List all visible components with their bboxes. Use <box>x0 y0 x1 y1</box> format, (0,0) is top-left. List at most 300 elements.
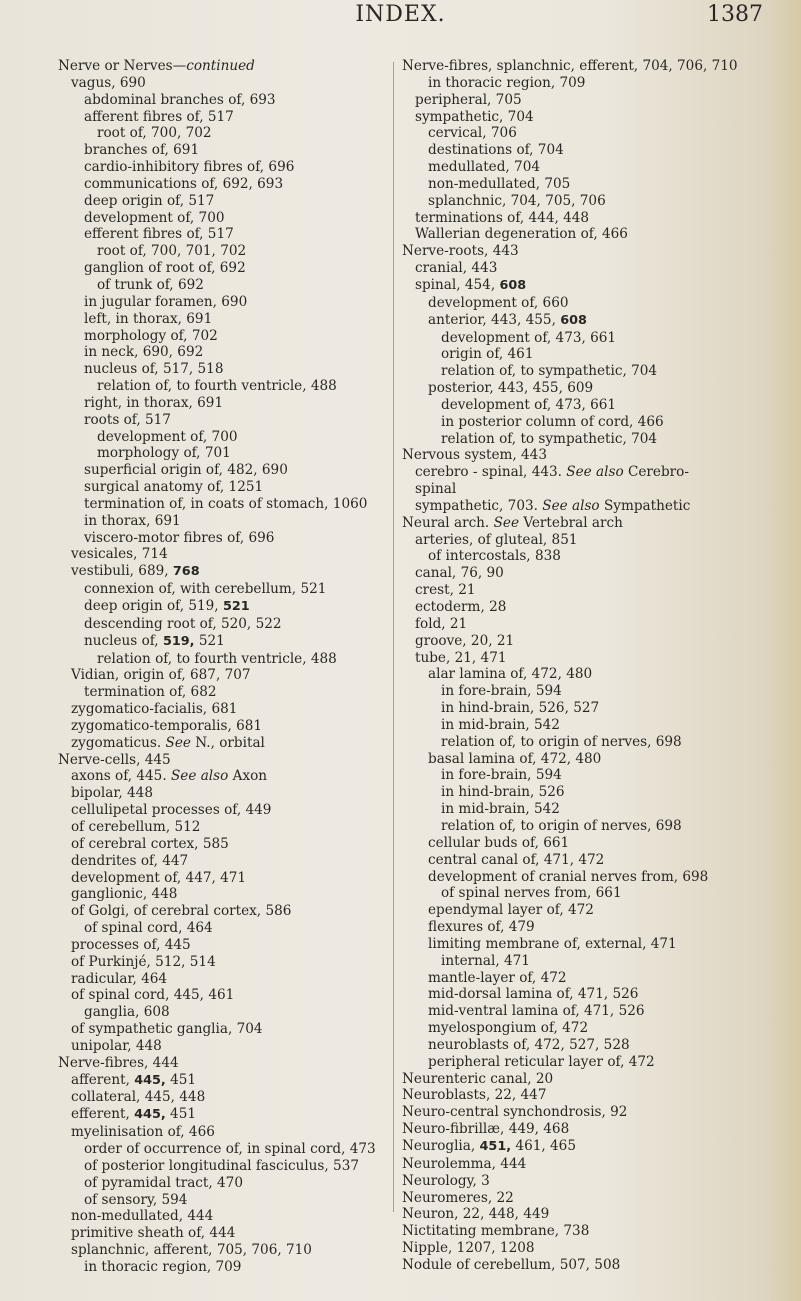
entry-text: Neuroglia, <box>402 1138 480 1154</box>
index-entry <box>402 431 797 448</box>
entry-text: 521 <box>194 632 225 649</box>
index-entry <box>402 142 797 159</box>
index-entry <box>402 818 797 835</box>
entry-text: vesicales, 714 <box>71 546 168 563</box>
index-entry <box>402 1037 797 1054</box>
entry-text: viscero-motor fibres of, 696 <box>84 529 275 546</box>
entry-text: development of cranial nerves from, 698 <box>428 868 709 885</box>
index-entry <box>402 58 797 75</box>
cross-reference-text: See also <box>170 768 229 785</box>
index-entry <box>58 768 403 785</box>
bold-page-ref: 608 <box>560 312 587 328</box>
entry-text: of cerebral cortex, 585 <box>71 835 229 852</box>
index-entry <box>402 548 797 565</box>
entry-text: 461, 465 <box>511 1138 576 1154</box>
index-entry <box>58 971 403 988</box>
cross-reference-text: See also <box>542 497 600 514</box>
index-entry <box>402 1020 797 1037</box>
index-entry <box>58 853 403 870</box>
entry-text: cellulipetal processes of, 449 <box>71 802 272 819</box>
entry-text: 451 <box>165 1071 197 1088</box>
index-entry <box>58 616 403 633</box>
index-entry <box>58 1225 403 1242</box>
entry-text: relation of, to fourth ventricle, 488 <box>97 650 337 667</box>
index-entry <box>58 836 403 853</box>
index-entry <box>402 835 797 852</box>
index-entry <box>58 378 403 395</box>
entry-text: development of, 660 <box>428 294 569 311</box>
entry-text: descending root of, 520, 522 <box>84 615 282 632</box>
index-entry <box>402 1003 797 1020</box>
index-entry <box>58 294 403 311</box>
entry-text: ganglionic, 448 <box>71 886 178 903</box>
entry-text: in mid-brain, 542 <box>441 716 560 733</box>
entry-text: ganglia, 608 <box>84 1004 170 1021</box>
index-entry <box>58 513 403 530</box>
index-entry <box>402 515 797 532</box>
index-entry <box>402 936 797 953</box>
entry-text: Wallerian degeneration of, 466 <box>415 226 628 243</box>
index-entry <box>58 819 403 836</box>
index-entry <box>402 582 797 599</box>
entry-text: in thoracic region, 709 <box>84 1258 242 1275</box>
entry-text: root of, 700, 701, 702 <box>97 243 247 260</box>
index-entry <box>58 311 403 328</box>
entry-text: sympathetic, 703. <box>415 497 543 514</box>
entry-text: splanchnic, afferent, 705, 706, 710 <box>71 1242 312 1259</box>
entry-text: deep origin of, 517 <box>84 192 215 209</box>
entry-text: processes of, 445 <box>71 936 191 953</box>
index-entry <box>58 546 403 563</box>
entry-text: ependymal layer of, 472 <box>428 902 594 919</box>
index-entry <box>402 953 797 970</box>
index-column-left <box>58 58 403 1276</box>
index-entry <box>402 751 797 768</box>
entry-text: unipolar, 448 <box>71 1037 162 1054</box>
index-entry <box>58 1259 403 1276</box>
index-entry <box>402 380 797 397</box>
entry-text: medullated, 704 <box>428 159 540 176</box>
index-entry <box>58 109 403 126</box>
entry-text: relation of, to sympathetic, 704 <box>441 430 658 447</box>
index-entry <box>402 312 797 330</box>
entry-text: in neck, 690, 692 <box>84 344 204 361</box>
entry-text: Vidian, origin of, 687, 707 <box>71 667 251 684</box>
index-entry <box>58 1141 403 1158</box>
entry-text: Neuron, 22, 448, 449 <box>402 1206 550 1223</box>
index-entry <box>402 784 797 801</box>
index-entry <box>58 667 403 684</box>
entry-text: roots of, 517 <box>84 411 171 428</box>
index-entry <box>58 243 403 260</box>
index-entry <box>58 1124 403 1141</box>
bold-page-ref: 445, <box>134 1107 166 1123</box>
entry-text: primitive sheath of, 444 <box>71 1225 236 1242</box>
index-entry <box>58 802 403 819</box>
entry-text: ganglion of root of, 692 <box>84 260 246 277</box>
index-entry <box>402 599 797 616</box>
index-entry <box>58 1072 403 1090</box>
entry-text: fold, 21 <box>415 615 468 632</box>
index-entry <box>402 902 797 919</box>
entry-text: non-medullated, 444 <box>71 1208 214 1225</box>
entry-text: morphology of, 701 <box>97 445 231 462</box>
index-entry <box>58 530 403 547</box>
index-entry <box>58 125 403 142</box>
entry-text: myelinisation of, 466 <box>71 1124 215 1141</box>
entry-text: Neuro-central synchondrosis, 92 <box>402 1104 628 1121</box>
index-entry <box>402 1087 797 1104</box>
index-entry <box>402 176 797 193</box>
entry-text: Neural arch. <box>402 514 494 531</box>
index-entry <box>58 58 403 75</box>
entry-text: posterior, 443, 455, 609 <box>428 380 594 397</box>
entry-text: of spinal nerves from, 661 <box>441 885 622 902</box>
entry-text: of sympathetic ganglia, 704 <box>71 1021 263 1038</box>
index-entry <box>58 445 403 462</box>
index-entry <box>402 210 797 227</box>
entry-text: of spinal cord, 464 <box>84 920 213 937</box>
index-entry <box>58 1038 403 1055</box>
entry-text: development of, 700 <box>84 209 225 226</box>
entry-text: flexures of, 479 <box>428 919 535 936</box>
entry-text: relation of, to origin of nerves, 698 <box>441 817 682 834</box>
index-entry <box>58 1242 403 1259</box>
index-entry <box>58 1192 403 1209</box>
index-entry <box>402 717 797 734</box>
index-entry <box>402 532 797 549</box>
index-entry <box>402 226 797 243</box>
entry-text: in thorax, 691 <box>84 512 181 529</box>
entry-text: communications of, 692, 693 <box>84 175 284 192</box>
index-entry <box>402 919 797 936</box>
index-entry <box>58 1021 403 1038</box>
index-entry <box>402 1240 797 1257</box>
entry-text: in mid-brain, 542 <box>441 801 560 818</box>
entry-text: zygomatico-facialis, 681 <box>71 701 238 718</box>
entry-text: Nipple, 1207, 1208 <box>402 1240 535 1257</box>
index-entry <box>58 260 403 277</box>
entry-text: N., orbital <box>190 734 265 751</box>
index-entry <box>58 1089 403 1106</box>
index-entry <box>402 1173 797 1190</box>
entry-text: of Purkinjé, 512, 514 <box>71 953 216 970</box>
entry-text: branches of, 691 <box>84 142 200 159</box>
entry-text: Nictitating membrane, 738 <box>402 1223 590 1240</box>
entry-text: nucleus of, 517, 518 <box>84 361 224 378</box>
entry-text: central canal of, 471, 472 <box>428 851 605 868</box>
index-entry <box>402 1257 797 1274</box>
bold-page-ref: 519, <box>162 633 195 649</box>
entry-text: ectoderm, 28 <box>415 599 507 615</box>
index-entry <box>58 1106 403 1124</box>
index-entry <box>58 1175 403 1192</box>
entry-text: in fore-brain, 594 <box>441 683 562 700</box>
index-entry <box>402 481 797 498</box>
index-entry <box>58 954 403 971</box>
entry-text: efferent, <box>71 1106 135 1123</box>
cross-reference-text: continued <box>186 58 255 74</box>
index-entry <box>402 734 797 751</box>
bold-page-ref: 445, <box>134 1072 166 1088</box>
entry-text: Cerebro- <box>623 464 689 481</box>
index-entry <box>58 1004 403 1021</box>
cross-reference-text: See <box>165 734 191 751</box>
entry-text: arteries, of gluteal, 851 <box>415 531 578 548</box>
entry-text: neuroblasts of, 472, 527, 528 <box>428 1036 630 1053</box>
entry-text: sympathetic, 704 <box>415 108 534 125</box>
entry-text: Neurenteric canal, 20 <box>402 1070 554 1087</box>
entry-text: tube, 21, 471 <box>415 649 507 666</box>
index-entry <box>402 243 797 260</box>
index-entry <box>402 1206 797 1223</box>
bold-page-ref: 451, <box>479 1139 512 1154</box>
index-entry <box>402 397 797 414</box>
entry-text: internal, 471 <box>441 952 530 969</box>
index-entry <box>402 633 797 650</box>
index-entry <box>58 395 403 412</box>
index-entry <box>402 1156 797 1173</box>
entry-text: Nervous system, 443 <box>402 447 547 464</box>
index-entry <box>58 142 403 159</box>
index-entry <box>402 1223 797 1240</box>
index-entry <box>402 1121 797 1138</box>
entry-text: Neuro-fibrillæ, 449, 468 <box>402 1121 570 1138</box>
entry-text: of posterior longitudinal fasciculus, 537 <box>84 1157 359 1174</box>
index-entry <box>402 986 797 1003</box>
entry-text: alar lamina of, 472, 480 <box>428 666 593 683</box>
index-entry <box>58 1055 403 1072</box>
entry-text: of intercostals, 838 <box>428 548 561 565</box>
entry-text: Vertebral arch <box>519 514 623 531</box>
index-entry <box>402 666 797 683</box>
index-entry <box>58 176 403 193</box>
index-entry <box>58 159 403 176</box>
index-entry <box>58 735 403 752</box>
entry-text: of pyramidal tract, 470 <box>84 1174 243 1191</box>
entry-text: basal lamina of, 472, 480 <box>428 750 602 767</box>
entry-text: Neurology, 3 <box>402 1172 490 1189</box>
index-entry <box>58 1208 403 1225</box>
index-entry <box>402 447 797 464</box>
entry-text: anterior, 443, 455, <box>428 311 561 328</box>
entry-text: mantle-layer of, 472 <box>428 969 567 986</box>
entry-text: order of occurrence of, in spinal cord, 473 <box>84 1141 376 1157</box>
index-entry <box>402 330 797 347</box>
entry-text: Nerve-cells, 445 <box>58 751 171 768</box>
entry-text: deep origin of, 519, <box>84 598 223 614</box>
bold-page-ref: 521 <box>222 599 250 614</box>
entry-text: cellular buds of, 661 <box>428 834 570 851</box>
index-entry <box>58 903 403 920</box>
entry-text: afferent fibres of, 517 <box>84 108 234 125</box>
index-entry <box>58 684 403 701</box>
entry-text: of sensory, 594 <box>84 1191 188 1208</box>
index-entry <box>402 193 797 210</box>
column-divider <box>393 62 394 1212</box>
entry-text: myelospongium of, 472 <box>428 1020 589 1037</box>
entry-text: radicular, 464 <box>71 970 168 987</box>
entry-text: efferent fibres of, 517 <box>84 226 234 243</box>
bold-page-ref: 608 <box>499 277 527 293</box>
entry-text: mid-ventral lamina of, 471, 526 <box>428 1003 645 1020</box>
index-entry <box>58 651 403 668</box>
index-entry <box>58 718 403 735</box>
entry-text: mid-dorsal lamina of, 471, 526 <box>428 986 639 1003</box>
index-entry <box>402 109 797 126</box>
entry-text: cervical, 706 <box>428 125 517 142</box>
entry-text: cranial, 443 <box>415 260 498 277</box>
entry-text: relation of, to origin of nerves, 698 <box>441 733 682 750</box>
entry-text: Neurolemma, 444 <box>402 1155 527 1172</box>
index-entry <box>402 565 797 582</box>
entry-text: origin of, 461 <box>441 346 534 363</box>
index-entry <box>58 496 403 513</box>
index-entry <box>402 650 797 667</box>
index-entry <box>58 886 403 903</box>
entry-text: development of, 473, 661 <box>441 329 617 346</box>
cross-reference-text: See <box>493 514 519 531</box>
entry-text: of trunk of, 692 <box>97 276 204 293</box>
entry-text: Sympathetic <box>599 497 691 514</box>
entry-text: development of, 447, 471 <box>71 869 247 886</box>
entry-text: in posterior column of cord, 466 <box>441 413 664 430</box>
entry-text: spinal <box>415 481 457 498</box>
index-entry <box>58 752 403 769</box>
cross-reference-text: See also <box>566 464 624 481</box>
index-entry <box>58 344 403 361</box>
index-entry <box>402 970 797 987</box>
entry-text: peripheral, 705 <box>415 91 522 108</box>
index-entry <box>402 346 797 363</box>
entry-text: root of, 700, 702 <box>97 125 212 142</box>
index-entry <box>58 581 403 598</box>
entry-text: in fore-brain, 594 <box>441 767 562 784</box>
index-entry <box>402 616 797 633</box>
entry-text: destinations of, 704 <box>428 142 564 159</box>
index-entry <box>402 295 797 312</box>
entry-text: development of, 700 <box>97 428 238 445</box>
index-entry <box>58 75 403 92</box>
index-entry <box>58 563 403 581</box>
page-title: INDEX. <box>355 2 446 27</box>
entry-text: cardio-inhibitory fibres of, 696 <box>84 159 295 176</box>
entry-text: Nerve-fibres, 444 <box>58 1054 179 1071</box>
index-entry <box>58 92 403 109</box>
index-entry <box>402 1071 797 1088</box>
bold-page-ref: 768 <box>172 564 200 580</box>
entry-text: Neuroblasts, 22, 447 <box>402 1087 547 1104</box>
entry-text: terminations of, 444, 448 <box>415 209 590 226</box>
index-entry <box>402 1138 797 1156</box>
index-entry <box>58 277 403 294</box>
index-entry <box>58 328 403 345</box>
index-entry <box>58 412 403 429</box>
entry-text: dendrites of, 447 <box>71 852 189 869</box>
entry-text: canal, 76, 90 <box>415 565 504 582</box>
index-entry <box>402 885 797 902</box>
index-entry <box>402 767 797 784</box>
entry-text: connexion of, with cerebellum, 521 <box>84 581 327 598</box>
entry-text: left, in thorax, 691 <box>84 310 213 327</box>
entry-text: Nerve or Nerves— <box>58 58 187 74</box>
index-entry <box>58 937 403 954</box>
index-entry <box>58 479 403 496</box>
entry-text: in thoracic region, 709 <box>428 74 586 91</box>
entry-text: axons of, 445. <box>71 768 171 785</box>
entry-text: zygomatico-temporalis, 681 <box>71 717 263 734</box>
index-entry <box>58 920 403 937</box>
entry-text: in hind-brain, 526 <box>441 784 565 801</box>
entry-text: peripheral reticular layer of, 472 <box>428 1053 655 1070</box>
index-entry <box>58 785 403 802</box>
entry-text: Neuromeres, 22 <box>402 1189 514 1206</box>
index-entry <box>402 852 797 869</box>
entry-text: bipolar, 448 <box>71 785 153 802</box>
index-entry <box>402 363 797 380</box>
entry-text: collateral, 445, 448 <box>71 1089 206 1106</box>
index-entry <box>58 598 403 616</box>
entry-text: Nodule of cerebellum, 507, 508 <box>402 1256 621 1273</box>
entry-text: nucleus of, <box>84 632 163 649</box>
page-header <box>0 2 801 30</box>
index-entry <box>402 464 797 481</box>
entry-text: Nerve-fibres, splanchnic, efferent, 704, 706, 710 <box>402 58 738 74</box>
index-entry <box>402 125 797 142</box>
entry-text: 451 <box>165 1106 197 1123</box>
entry-text: cerebro - spinal, 443. <box>415 464 567 481</box>
entry-text: crest, 21 <box>415 582 476 599</box>
entry-text: spinal, 454, <box>415 276 500 293</box>
entry-text: vestibuli, 689, <box>71 563 173 580</box>
entry-text: Nerve-roots, 443 <box>402 243 519 260</box>
entry-text: relation of, to fourth ventricle, 488 <box>97 378 337 395</box>
index-entry <box>58 701 403 718</box>
entry-text: in jugular foramen, 690 <box>84 293 248 310</box>
entry-text: groove, 20, 21 <box>415 632 515 649</box>
index-entry <box>402 75 797 92</box>
entry-text: limiting membrane of, external, 471 <box>428 935 677 952</box>
index-entry <box>402 1190 797 1207</box>
index-entry <box>402 92 797 109</box>
index-entry <box>402 1054 797 1071</box>
entry-text: abdominal branches of, 693 <box>84 91 276 108</box>
entry-text: morphology of, 702 <box>84 327 218 344</box>
entry-text: relation of, to sympathetic, 704 <box>441 363 658 380</box>
entry-text: termination of, in coats of stomach, 1060 <box>84 495 368 512</box>
index-entry <box>402 869 797 886</box>
index-entry <box>58 193 403 210</box>
index-entry <box>58 870 403 887</box>
index-entry <box>402 700 797 717</box>
entry-text: right, in thorax, 691 <box>84 394 224 411</box>
index-entry <box>58 210 403 227</box>
index-entry <box>402 414 797 431</box>
entry-text: vagus, 690 <box>71 74 146 91</box>
index-entry <box>402 1104 797 1121</box>
entry-text: of Golgi, of cerebral cortex, 586 <box>71 903 292 920</box>
index-entry <box>402 498 797 515</box>
index-entry <box>58 1158 403 1175</box>
entry-text: Axon <box>228 768 268 785</box>
entry-text: superficial origin of, 482, 690 <box>84 462 288 479</box>
index-entry <box>58 462 403 479</box>
entry-text: termination of, 682 <box>84 684 217 701</box>
index-entry <box>402 260 797 277</box>
entry-text: zygomaticus. <box>71 734 166 751</box>
page-number: 1387 <box>707 2 763 27</box>
index-entry <box>58 429 403 446</box>
